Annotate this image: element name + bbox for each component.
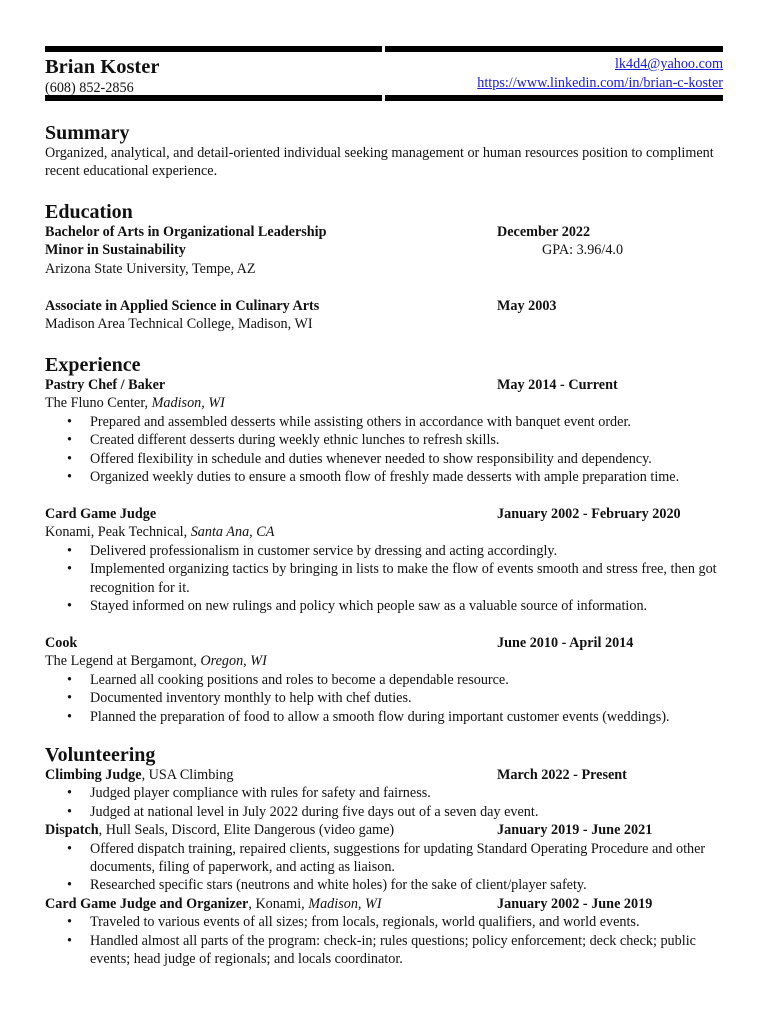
job-bullets — [45, 413, 723, 487]
linkedin-link[interactable]: https://www.linkedin.com/in/brian-c-koster — [477, 74, 723, 91]
bullet-item: • Delivered professionalism in customer service by dressing and acting accordingly. — [45, 542, 723, 560]
job-entry — [45, 505, 723, 615]
job-entry — [45, 376, 723, 486]
summary-text: Organized, analytical, and detail-oriented individual seeking management or human resources position to compliment recent educational experience. — [45, 145, 714, 180]
degree-1: Bachelor of Arts in Organizational Leadership — [45, 224, 327, 240]
education-section — [45, 223, 723, 334]
volunteer-date: January 2019 - June 2021 — [497, 822, 653, 839]
bullet-item: • Stayed informed on new rulings and policy which people saw as a valuable source of information. — [45, 597, 723, 615]
volunteer-bullets — [45, 913, 723, 968]
minor: Minor in Sustainability — [45, 242, 186, 259]
candidate-name: Brian Koster — [45, 56, 160, 78]
degree-2: Associate in Applied Science in Culinary Arts — [45, 297, 320, 314]
bullet-item: • Offered dispatch training, repaired clients, suggestions for updating Standard Operating Procedure and other documents, filing of paperwork, and acting as liaison. — [45, 840, 723, 877]
bullet-item: • Researched specific stars (neutrons and white holes) for the sake of client/player safety. — [45, 876, 723, 894]
header-top-rule — [45, 46, 723, 52]
bullet-item: • Judged player compliance with rules for safety and fairness. — [45, 784, 723, 802]
bullet-item: • Implemented organizing tactics by bringing in lists to make the flow of events smooth and stress free, then got recognition for it. — [45, 560, 723, 597]
school-2: Madison Area Technical College, Madison, WI — [45, 316, 313, 333]
volunteer-org: , USA Climbing — [141, 767, 234, 783]
bullet-item: • Offered flexibility in schedule and duties whenever needed to show responsibility and dependency. — [45, 450, 723, 468]
job-title: Cook — [45, 635, 78, 651]
degree-2-date: May 2003 — [497, 297, 557, 314]
experience-section — [45, 376, 723, 726]
job-location: Santa Ana, CA — [190, 524, 275, 541]
bullet-item: • Created different desserts during weekly ethnic lunches to refresh skills. — [45, 431, 723, 449]
contact-links — [477, 55, 723, 92]
job-location: Madison, WI — [151, 395, 225, 412]
volunteer-date: March 2022 - Present — [497, 767, 627, 783]
job-org: Konami, Peak Technical, — [45, 524, 188, 541]
summary-section — [45, 144, 723, 181]
job-location: Oregon, WI — [200, 653, 267, 670]
volunteer-org: , Hull Seals, Discord, Elite Dangerous (video game) — [98, 822, 395, 839]
job-title: Card Game Judge — [45, 506, 157, 522]
volunteer-title: Climbing Judge — [45, 767, 142, 783]
bullet-item: • Prepared and assembled desserts while assisting others in accordance with banquet event order. — [45, 413, 723, 431]
volunteering-heading: Volunteering — [45, 744, 156, 766]
volunteering-section — [45, 766, 723, 968]
volunteer-org: , Konami, — [248, 895, 309, 912]
bullet-item: • Learned all cooking positions and roles to become a dependable resource. — [45, 671, 723, 689]
job-org: The Fluno Center, — [45, 395, 149, 412]
job-bullets — [45, 542, 723, 616]
job-date: June 2010 - April 2014 — [497, 635, 634, 651]
volunteer-date: January 2002 - June 2019 — [497, 895, 653, 912]
volunteer-title: Dispatch — [45, 822, 99, 839]
email-link[interactable]: lk4d4@yahoo.com — [614, 56, 723, 72]
bullet-item: • Documented inventory monthly to help with chef duties. — [45, 689, 723, 707]
header-bottom-rule — [45, 95, 723, 101]
job-title: Pastry Chef / Baker — [45, 377, 166, 393]
volunteer-bullets — [45, 840, 723, 895]
volunteer-entry — [45, 766, 723, 821]
job-bullets — [45, 671, 723, 726]
bullet-item: • Organized weekly duties to ensure a smooth flow of freshly made desserts with ample preparation time. — [45, 468, 723, 486]
job-entry — [45, 634, 723, 726]
volunteer-entry — [45, 895, 723, 969]
summary-heading: Summary — [45, 122, 130, 144]
bullet-item: • Judged at national level in July 2022 during five days out of a seven day event. — [45, 803, 723, 821]
education-heading: Education — [45, 201, 133, 223]
volunteer-title: Card Game Judge and Organizer — [45, 895, 249, 912]
school-1: Arizona State University, Tempe, AZ — [45, 260, 256, 277]
experience-heading: Experience — [45, 354, 141, 376]
phone-number: (608) 852-2856 — [45, 80, 134, 96]
bullet-item: • Handled almost all parts of the program: check-in; rules questions; policy enforcement; deck check; public events; head judge of regionals; and locals coordinator. — [45, 932, 723, 969]
job-date: May 2014 - Current — [497, 377, 618, 393]
bullet-item: • Planned the preparation of food to allow a smooth flow during important customer events (weddings). — [45, 708, 723, 726]
gpa: GPA: 3.96/4.0 — [542, 242, 624, 259]
volunteer-location: Madison, WI — [308, 895, 382, 912]
bullet-item: • Traveled to various events of all sizes; from locals, regionals, world qualifiers, and world events. — [45, 913, 723, 931]
job-date: January 2002 - February 2020 — [497, 506, 681, 522]
volunteer-bullets — [45, 784, 723, 821]
volunteer-entry — [45, 821, 723, 895]
job-org: The Legend at Bergamont, — [45, 653, 197, 670]
degree-1-date: December 2022 — [497, 224, 591, 240]
